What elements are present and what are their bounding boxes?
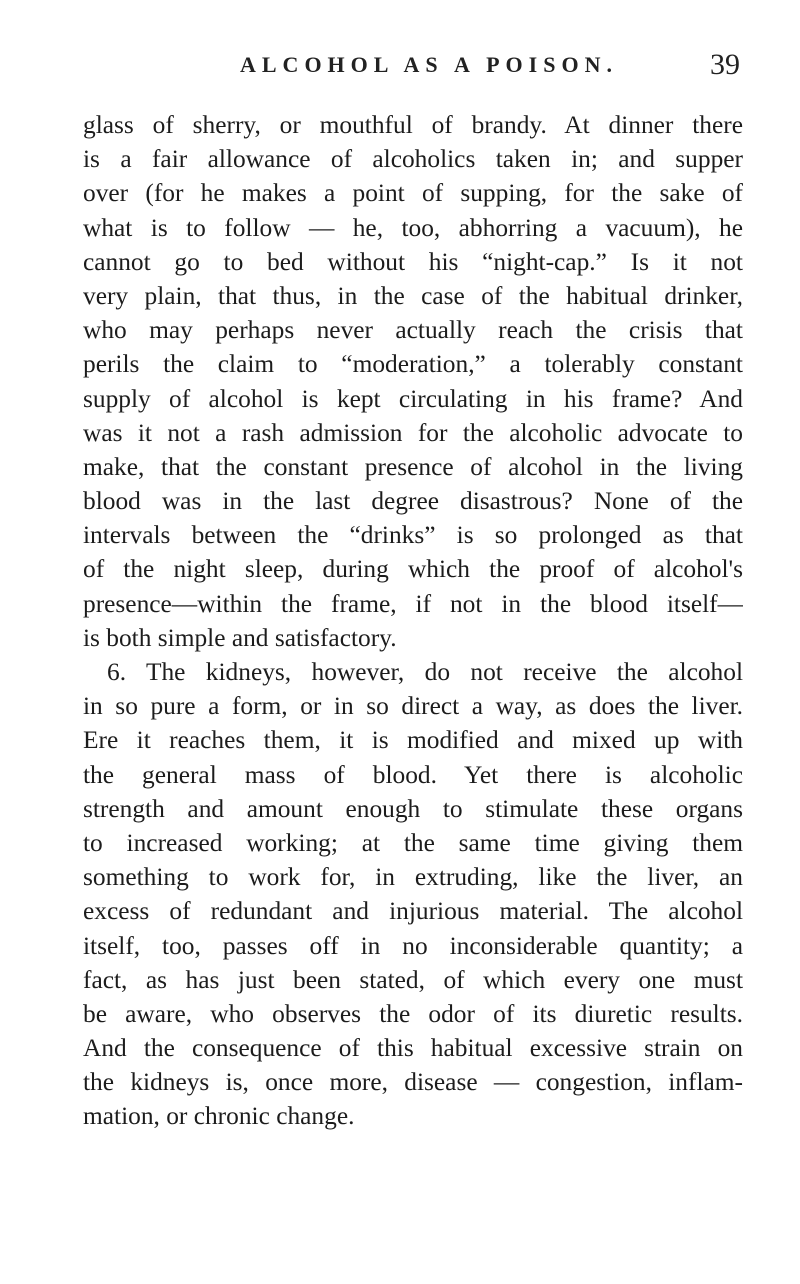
text-line: what is to follow — he, too, abhorring a vacuum), he — [83, 213, 743, 242]
text-line: is both simple and satisfactory. — [83, 623, 397, 652]
text-line: presence—within the frame, if not in the blood itself— — [83, 589, 743, 618]
text-line: Ere it reaches them, it is modified and mixed up with — [83, 726, 743, 755]
text-line: perils the claim to “moderation,” a tolerably constant — [83, 350, 743, 379]
text-line: And the consequence of this habitual excessive strain on — [83, 1034, 743, 1063]
page-number: 39 — [710, 48, 740, 81]
text-line: intervals between the “drinks” is so prolonged as that — [83, 521, 743, 550]
text-line: who may perhaps never actually reach the crisis that — [83, 316, 743, 345]
body-text — [83, 108, 743, 1134]
text-line: cannot go to bed without his “night-cap.” Is it not — [83, 247, 743, 276]
text-line: over (for he makes a point of supping, for the sake of — [83, 179, 743, 208]
running-head — [190, 50, 740, 90]
text-line: to increased working; at the same time giving them — [83, 828, 743, 857]
text-line: fact, as has just been stated, of which every one must — [83, 965, 743, 994]
text-line: in so pure a form, or in so direct a way, as does the liver. — [83, 692, 743, 721]
text-line: be aware, who observes the odor of its diuretic results. — [83, 999, 743, 1028]
text-line: very plain, that thus, in the case of the habitual drinker, — [83, 281, 743, 310]
text-line: 6. The kidneys, however, do not receive the alcohol — [107, 658, 743, 686]
text-line: of the night sleep, during which the proof of alcohol's — [83, 555, 743, 584]
running-title: ALCOHOL AS A POISON. — [240, 52, 618, 77]
text-line: excess of redundant and injurious material. The alcohol — [83, 897, 743, 926]
text-line: something to work for, in extruding, like the liver, an — [83, 863, 743, 892]
text-line: supply of alcohol is kept circulating in his frame? And — [83, 384, 743, 413]
text-line: mation, or chronic change. — [83, 1102, 355, 1131]
text-line: strength and amount enough to stimulate these organs — [83, 794, 743, 823]
text-line: the kidneys is, once more, disease — congestion, inflam- — [83, 1068, 743, 1097]
text-line: the general mass of blood. Yet there is alcoholic — [83, 760, 743, 789]
text-line: is a fair allowance of alcoholics taken in; and supper — [83, 145, 743, 174]
text-line: itself, too, passes off in no inconsiderable quantity; a — [83, 931, 743, 960]
text-line: was it not a rash admission for the alcoholic advocate to — [83, 418, 743, 447]
text-line: glass of sherry, or mouthful of brandy. At dinner there — [83, 111, 743, 139]
text-line: make, that the constant presence of alcohol in the living — [83, 452, 743, 481]
text-line: blood was in the last degree disastrous? None of the — [83, 487, 743, 516]
